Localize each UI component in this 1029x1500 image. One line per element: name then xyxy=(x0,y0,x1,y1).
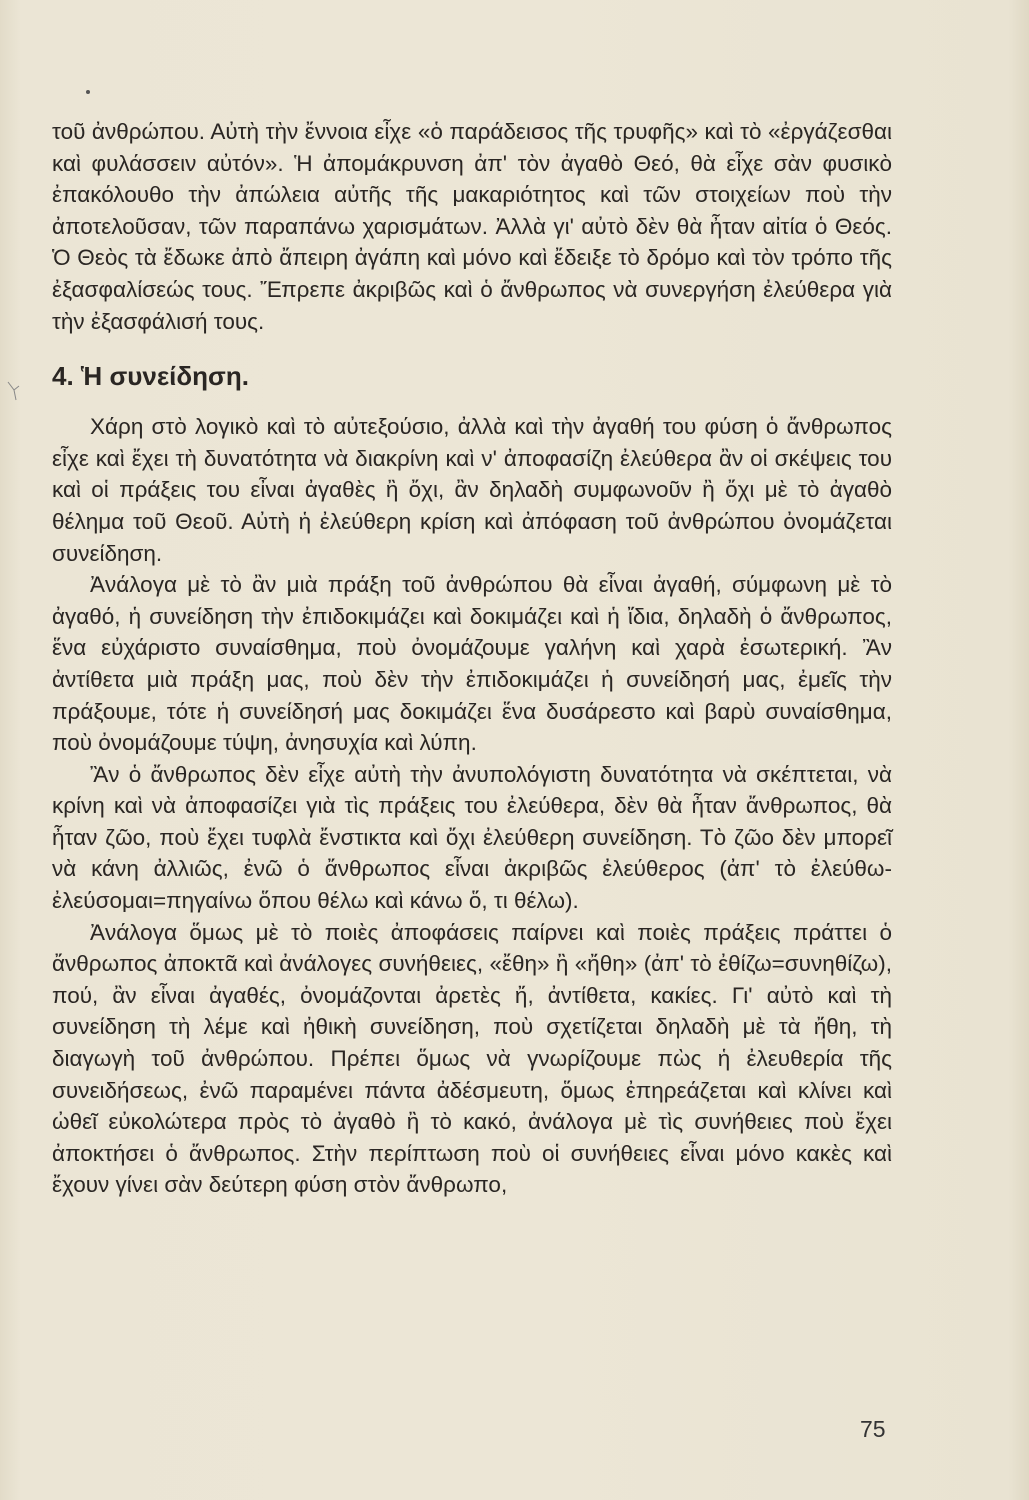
paragraph: Ἂν ὁ ἄνθρωπος δὲν εἶχε αὐτὴ τὴν ἀνυπολόγιστη δυνατότητα νὰ σκέπτεται, νὰ κρίνη καὶ νὰ ἀποφασίζει γιὰ τὶς πράξεις του ἐλεύθερα, δὲν θὰ ἦταν ἄνθρωπος, θὰ ἦταν ζῶο, ποὺ ἔχει τυφλὰ ἔνστικτα καὶ ὄχι ἐλεύθερη συνείδηση. Τὸ ζῶο δὲν μπορεῖ νὰ κάνη ἀλλιῶς, ἐνῶ ὁ ἄνθρωπος εἶναι ἀκριβῶς ἐλεύθερος (ἀπ' τὸ ἐλεύθω-ἐλεύσομαι=πηγαίνω ὅπου θέλω καὶ κάνω ὅ, τι θέλω). xyxy=(52,761,892,914)
paragraph: Ἀνάλογα μὲ τὸ ἂν μιὰ πράξη τοῦ ἀνθρώπου θὰ εἶναι ἀγαθή, σύμφωνη μὲ τὸ ἀγαθό, ἡ συνείδηση τὴν ἐπιδοκιμάζει καὶ δοκιμάζει καὶ ἡ ἴδια, δηλαδὴ ὁ ἄνθρωπος, ἕνα εὐχάριστο συναίσθημα, ποὺ ὀνομάζουμε γαλήνη καὶ χαρὰ ἐσωτερική. Ἂν ἀντίθετα μιὰ πράξη μας, ποὺ δὲν τὴν ἐπιδοκιμάζει ἡ συνείδησή μας, ἐμεῖς τὴν πράξουμε, τότε ἡ συνείδησή μας δοκιμάζει ἕνα δυσάρεστο καὶ βαρὺ συναίσθημα, ποὺ ὀνομάζουμε τύψη, ἀνησυχία καὶ λύπη. xyxy=(52,572,892,756)
section-heading: 4. Ἡ συνείδηση. xyxy=(52,361,249,392)
paragraph-continuation: τοῦ ἀνθρώπου. Αὐτὴ τὴν ἔννοια εἶχε «ὁ παράδεισος τῆς τρυφῆς» καὶ τὸ «ἐργάζεσθαι καὶ φυλάσσειν αὐτόν». Ἡ ἀπομάκρυνση ἀπ' τὸν ἀγαθὸ Θεό, θὰ εἶχε σὰν φυσικὸ ἐπακόλουθο τὴν ἀπώλεια αὐτῆς τῆς μακαριότητος καὶ τῶν στοιχείων ποὺ τὴν ἀποτελοῦσαν, τῶν παραπάνω χαρισμάτων. Ἀλλὰ γι' αὐτὸ δὲν θὰ ἦταν αἰτία ὁ Θεός. Ὁ Θεὸς τὰ ἔδωκε ἀπὸ ἄπειρη ἀγάπη καὶ μόνο καὶ ἔδειξε τὸ δρόμο καὶ τὸν τρόπο τῆς ἐξασφαλίσεώς τους. Ἔπρεπε ἀκριβῶς καὶ ὁ ἄνθρωπος νὰ συνεργήση ἐλεύθερα γιὰ τὴν ἐξασφάλισή τους. xyxy=(52,119,892,334)
paragraph: Χάρη στὸ λογικὸ καὶ τὸ αὐτεξούσιο, ἀλλὰ καὶ τὴν ἀγαθή του φύση ὁ ἄνθρωπος εἶχε καὶ ἔχει τὴ δυνατότητα νὰ διακρίνη καὶ ν' ἀποφασίζη ἐλεύθερα ἂν οἱ σκέψεις του καὶ οἱ πράξεις του εἶναι ἀγαθὲς ἢ ὄχι, ἂν δηλαδὴ συμφωνοῦν ἢ ὄχι μὲ τὸ ἀγαθὸ θέλημα τοῦ Θεοῦ. Αὐτὴ ἡ ἐλεύθερη κρίση καὶ ἀπόφαση τοῦ ἀνθρώπου ὀνομάζεται συνείδηση. xyxy=(52,414,892,566)
margin-pencil-mark xyxy=(6,380,20,402)
ink-speck xyxy=(86,90,90,94)
paragraph: Ἀνάλογα ὅμως μὲ τὸ ποιὲς ἀποφάσεις παίρνει καὶ ποιὲς πράξεις πράττει ὁ ἄνθρωπος ἀποκτᾶ καὶ ἀνάλογες συνήθειες, «ἔθη» ἢ «ἤθη» (ἀπ' τὸ ἐθίζω=συνηθίζω), πού, ἂν εἶναι ἀγαθές, ὀνομάζονται ἀρετὲς ἤ, ἀντίθετα, κακίες. Γι' αὐτὸ καὶ τὴ συνείδηση τὴ λέμε καὶ ἠθικὴ συνείδηση, ποὺ σχετίζεται δηλαδὴ μὲ τὰ ἤθη, τὴ διαγωγὴ τοῦ ἀνθρώπου. Πρέπει ὅμως νὰ γνωρίζουμε πὼς ἡ ἐλευθερία τῆς συνειδήσεως, ἐνῶ παραμένει πάντα ἀδέσμευτη, ὅμως ἐπηρεάζεται καὶ κλίνει καὶ ὠθεῖ εὐκολώτερα πρὸς τὸ ἀγαθὸ ἢ τὸ κακό, ἀνάλογα μὲ τὶς συνήθειες ποὺ ἔχει ἀποκτήσει ὁ ἄνθρωπος. Στὴν περίπτωση ποὺ οἱ συνήθειες εἶναι μόνο κακὲς καὶ ἔχουν γίνει σὰν δεύτερη φύση στὸν ἄνθρωπο, xyxy=(52,919,892,1198)
text-column xyxy=(52,116,892,1201)
page-number: 75 xyxy=(860,1416,886,1442)
